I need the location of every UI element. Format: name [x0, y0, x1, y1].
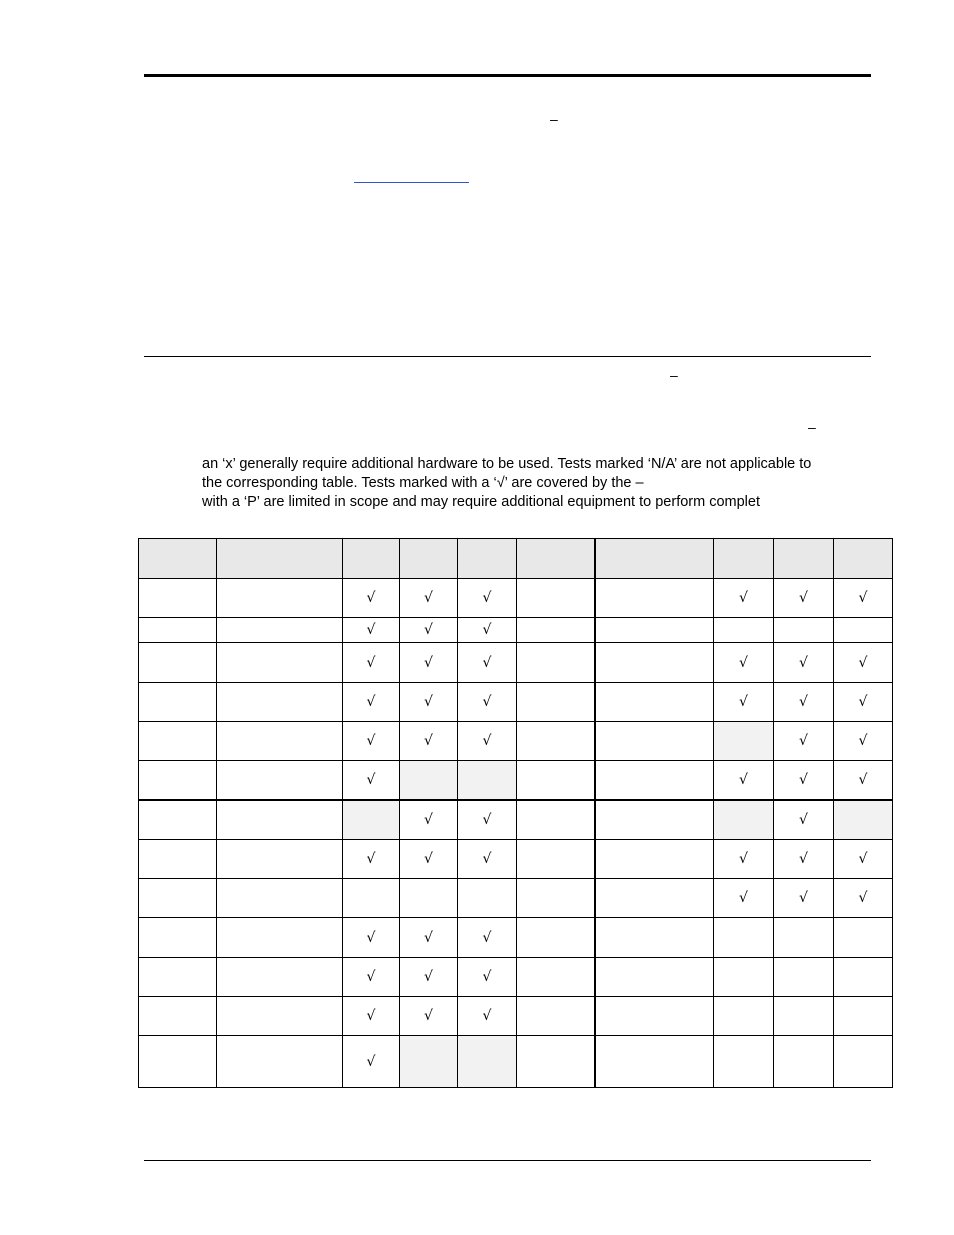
table-cell	[595, 643, 714, 683]
check-cell: √	[400, 800, 458, 840]
shaded-cell	[400, 1036, 458, 1088]
check-cell: √	[714, 879, 774, 918]
dash-mark-2: –	[670, 367, 678, 383]
table-cell	[595, 579, 714, 618]
shaded-cell	[343, 800, 400, 840]
table-cell	[139, 800, 217, 840]
table-cell	[517, 800, 595, 840]
table-cell	[595, 840, 714, 879]
dash-mark-1: –	[550, 111, 558, 127]
table-cell	[714, 1036, 774, 1088]
table-cell	[217, 840, 343, 879]
check-cell: √	[400, 958, 458, 997]
table-cell	[139, 618, 217, 643]
check-cell: √	[400, 840, 458, 879]
table-cell	[517, 918, 595, 958]
check-cell: √	[834, 761, 893, 800]
table-cell	[834, 918, 893, 958]
table-cell	[714, 958, 774, 997]
table-cell	[517, 722, 595, 761]
check-cell: √	[343, 579, 400, 618]
check-cell: √	[343, 618, 400, 643]
check-cell: √	[834, 879, 893, 918]
check-cell: √	[458, 997, 517, 1036]
check-cell: √	[400, 643, 458, 683]
paragraph-line-3: with a ‘P’ are limited in scope and may require additional equipment to perform complet	[202, 494, 760, 510]
check-cell: √	[458, 918, 517, 958]
check-cell: √	[343, 643, 400, 683]
shaded-cell	[458, 1036, 517, 1088]
paragraph-line-1: an ‘x’ generally require additional hardware to be used. Tests marked ‘N/A’ are not applicable to	[202, 456, 812, 472]
check-cell: √	[343, 997, 400, 1036]
shaded-cell	[714, 800, 774, 840]
table-row	[139, 683, 893, 722]
table-cell	[139, 722, 217, 761]
check-cell: √	[343, 1036, 400, 1088]
table-cell	[517, 1036, 595, 1088]
table-cell	[139, 958, 217, 997]
table-cell	[714, 618, 774, 643]
table-cell	[400, 879, 458, 918]
table-cell	[517, 761, 595, 800]
table-row	[139, 579, 893, 618]
check-cell: √	[774, 879, 834, 918]
check-cell: √	[400, 997, 458, 1036]
check-cell: √	[458, 579, 517, 618]
table-cell	[774, 997, 834, 1036]
table-cell	[517, 618, 595, 643]
table-cell	[834, 539, 893, 579]
table-cell	[595, 618, 714, 643]
check-cell: √	[714, 761, 774, 800]
table-cell	[139, 643, 217, 683]
table-row	[139, 840, 893, 879]
check-cell: √	[458, 683, 517, 722]
table-cell	[400, 539, 458, 579]
table-cell	[217, 539, 343, 579]
check-cell: √	[774, 579, 834, 618]
check-cell: √	[458, 643, 517, 683]
shaded-cell	[834, 800, 893, 840]
header-rule	[144, 74, 871, 77]
table-row	[139, 958, 893, 997]
check-cell: √	[343, 722, 400, 761]
table-cell	[595, 958, 714, 997]
table-cell	[139, 579, 217, 618]
check-cell: √	[834, 722, 893, 761]
table-cell	[517, 958, 595, 997]
table-cell	[458, 539, 517, 579]
table-row	[139, 761, 893, 800]
check-cell: √	[714, 840, 774, 879]
table-cell	[834, 997, 893, 1036]
check-cell: √	[400, 722, 458, 761]
check-cell: √	[774, 683, 834, 722]
check-cell: √	[774, 722, 834, 761]
table-cell	[217, 722, 343, 761]
shaded-cell	[458, 761, 517, 800]
table-cell	[343, 539, 400, 579]
table-cell	[595, 1036, 714, 1088]
table-cell	[714, 918, 774, 958]
check-cell: √	[834, 840, 893, 879]
table-cell	[139, 918, 217, 958]
table-cell	[774, 918, 834, 958]
check-cell: √	[343, 761, 400, 800]
test-coverage-table	[138, 538, 893, 1088]
table-cell	[217, 958, 343, 997]
table-cell	[343, 879, 400, 918]
table-cell	[774, 958, 834, 997]
table-cell	[517, 840, 595, 879]
table-row	[139, 918, 893, 958]
shaded-cell	[400, 761, 458, 800]
table-cell	[774, 618, 834, 643]
table-cell	[595, 918, 714, 958]
table-row	[139, 1036, 893, 1088]
check-cell: √	[343, 918, 400, 958]
check-cell: √	[343, 683, 400, 722]
shaded-cell	[714, 722, 774, 761]
section-rule	[144, 356, 871, 357]
table-cell	[217, 761, 343, 800]
table-cell	[517, 997, 595, 1036]
table-cell	[139, 683, 217, 722]
table-cell	[774, 539, 834, 579]
table-cell	[217, 683, 343, 722]
check-cell: √	[774, 800, 834, 840]
paragraph-line-2: the corresponding table. Tests marked with a ‘√’ are covered by the –	[202, 475, 644, 491]
table-cell	[517, 879, 595, 918]
check-cell: √	[400, 618, 458, 643]
table-cell	[834, 618, 893, 643]
table-cell	[139, 879, 217, 918]
table-cell	[595, 800, 714, 840]
table-cell	[139, 539, 217, 579]
table-header-row	[139, 539, 893, 579]
table-cell	[595, 722, 714, 761]
table-cell	[139, 997, 217, 1036]
check-cell: √	[400, 918, 458, 958]
footer-rule	[144, 1160, 871, 1161]
table-cell	[714, 539, 774, 579]
table-cell	[217, 800, 343, 840]
table-row	[139, 997, 893, 1036]
check-cell: √	[400, 683, 458, 722]
table-cell	[139, 761, 217, 800]
check-cell: √	[343, 958, 400, 997]
check-cell: √	[458, 840, 517, 879]
check-cell: √	[774, 840, 834, 879]
check-cell: √	[458, 618, 517, 643]
table-cell	[595, 879, 714, 918]
check-cell: √	[458, 800, 517, 840]
check-cell: √	[774, 761, 834, 800]
check-cell: √	[714, 683, 774, 722]
check-cell: √	[400, 579, 458, 618]
dash-mark-3: –	[808, 419, 816, 435]
table-cell	[217, 879, 343, 918]
table-cell	[217, 643, 343, 683]
table-row	[139, 618, 893, 643]
table-row	[139, 643, 893, 683]
table-cell	[517, 683, 595, 722]
table-cell	[139, 1036, 217, 1088]
table-cell	[595, 761, 714, 800]
check-cell: √	[343, 840, 400, 879]
table-cell	[517, 643, 595, 683]
hyperlink-underline[interactable]	[354, 182, 469, 183]
table-cell	[217, 918, 343, 958]
check-cell: √	[774, 643, 834, 683]
check-cell: √	[834, 683, 893, 722]
table-cell	[834, 1036, 893, 1088]
table-row	[139, 722, 893, 761]
table-cell	[139, 840, 217, 879]
table-cell	[217, 1036, 343, 1088]
check-cell: √	[458, 958, 517, 997]
table-cell	[595, 683, 714, 722]
table-cell	[217, 997, 343, 1036]
table-cell	[714, 997, 774, 1036]
table-cell	[595, 997, 714, 1036]
table-row	[139, 879, 893, 918]
table-cell	[774, 1036, 834, 1088]
check-cell: √	[834, 579, 893, 618]
table-cell	[517, 579, 595, 618]
table-cell	[595, 539, 714, 579]
table-cell	[217, 579, 343, 618]
table-cell	[458, 879, 517, 918]
table-cell	[834, 958, 893, 997]
check-cell: √	[458, 722, 517, 761]
table-cell	[217, 618, 343, 643]
check-cell: √	[834, 643, 893, 683]
check-cell: √	[714, 643, 774, 683]
table-row	[139, 800, 893, 840]
check-cell: √	[714, 579, 774, 618]
table-cell	[517, 539, 595, 579]
